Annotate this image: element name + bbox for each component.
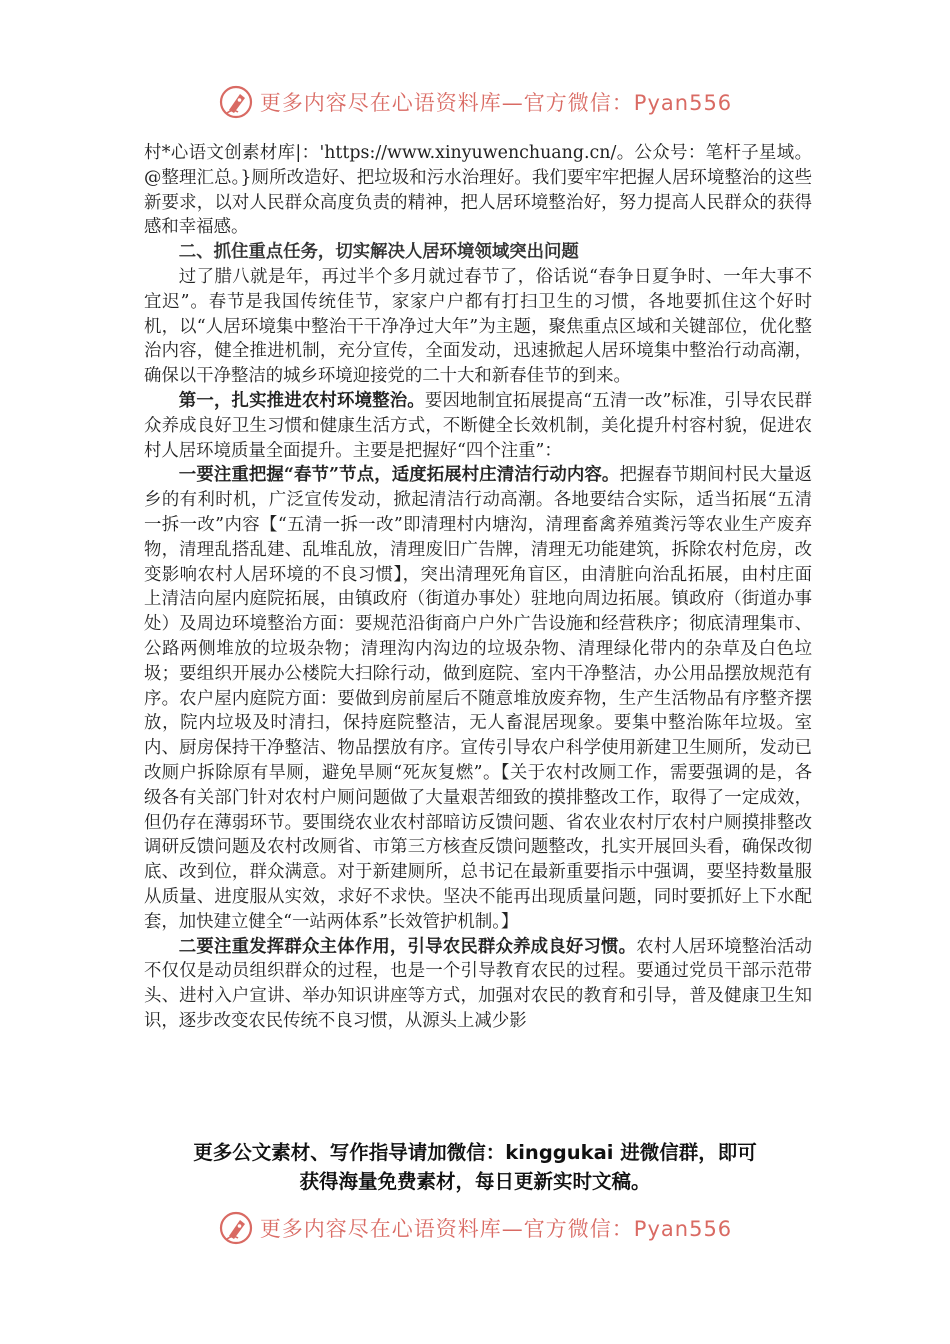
promo-line-1: 更多公文素材、写作指导请加微信：kinggukai 进微信群，即可 xyxy=(193,1141,757,1164)
paragraph-3-text: 要因地制宜拓展提高“五清一改”标准，引导农民群众养成良好卫生习惯和健康生活方式，不断健全长效机制，美化提升村容村貌，促进农村人居环境质量全面提升。主要是把握好“四个注重”： xyxy=(144,390,812,461)
banner-text: 更多内容尽在心语资料库—官方微信：Pyan556 xyxy=(259,1217,733,1241)
paragraph-4-text: 把握春节期间村民大量返乡的有利时机，广泛宣传发动，掀起清洁行动高潮。各地要结合实际，适当拓展“五清一拆一改”内容【“五清一拆一改”即清理村内塘沟，清理畜禽养殖粪污等农业生产废弃物，清理乱搭乱建、乱堆乱放，清理废旧广告牌，清理无功能建筑，拆除农村危房，改变影响农村人居环境的不良习惯】，突出清理死角盲区，由清脏向治乱拓展，由村庄面上清洁向屋内庭院拓展，由镇政府（街道办事处）驻地向周边拓展。镇政府（街道办事处）及周边环境整治方面：要规范沿街商户户外广告设施和经营秩序；彻底清理集市、公路两侧堆放的垃圾杂物；清理沟内沟边的垃圾杂物、清理绿化带内的杂草及白色垃圾；要组织开展办公楼院大扫除行动，做到庭院、室内干净整洁，办公用品摆放规范有序。农户屋内庭院方面：要做到房前屋后不随意堆放废弃物，生产生活物品有序整齐摆放，院内垃圾及时清扫，保持庭院整洁，无人畜混居现象。要集中整治陈年垃圾。室内、厨房保持干净整洁、物品摆放有序。宣传引导农户科学使用新建卫生厕所，发动已改厕户拆除原有旱厕，避免旱厕“死灰复燃”。【关于农村改厕工作，需要强调的是，各级各有关部门针对农村户厕问题做了大量艰苦细致的摸排整改工作，取得了一定成效，但仍存在薄弱环节。要围绕农业农村部暗访反馈问题、省农业农村厅农村户厕摸排整改调研反馈问题及农村改厕省、市第三方核查反馈问题整改，扎实开展回头看，确保改彻底、改到位，群众满意。对于新建厕所，总书记在最新重要指示中强调，要坚持数量服从质量、进度服从实效，求好不求快。坚决不能再出现质量问题，同时要抓好上下水配套，加快建立健全“一站两体系”长效管护机制。】 xyxy=(144,465,812,932)
paragraph-1: 村*心语文创素材库|：'https://www.xinyuwenchuang.cn/。公众号：笔杆子星域。@整理汇总。}厕所改造好、把垃圾和污水治理好。我们要牢牢把握人居环境整治的这些新要求，以对人民群众高度负责的精神，把人居环境整治好，努力提高人民群众的获得感和幸福感。 xyxy=(144,143,812,238)
paragraph-5 xyxy=(144,935,812,1034)
document-body xyxy=(144,141,812,1034)
paragraph-2: 过了腊八就是年，再过半个多月就过春节了，俗话说“春争日夏争时、一年大事不宜迟”。春节是我国传统佳节，家家户户都有打扫卫生的习惯，各地要抓住这个好时机，以“人居环境集中整治干干净净过大年”为主题，聚焦重点区域和关键部位，优化整治内容，健全推进机制，充分宣传，全面发动，迅速掀起人居环境集中整治行动高潮，确保以干净整洁的城乡环境迎接党的二十大和新春佳节的到来。 xyxy=(144,266,812,387)
pen-nib-logo-icon xyxy=(218,1210,254,1246)
paragraph-5-text: 农村人居环境整治活动不仅仅是动员组织群众的过程，也是一个引导教育农民的过程。要通过党员干部示范带头、进村入户宣讲、举办知识讲座等方式，加强对农民的教育和引导，普及健康卫生知识，逐步改变农民传统不良习惯，从源头上减少影 xyxy=(144,936,812,1031)
banner-text: 更多内容尽在心语资料库—官方微信：Pyan556 xyxy=(259,91,733,115)
paragraph-3-lead: 第一，扎实推进农村环境整治。 xyxy=(178,390,425,411)
pen-nib-logo-icon xyxy=(218,84,254,120)
section-heading-2: 二、抓住重点任务，切实解决人居环境领域突出问题 xyxy=(178,242,579,263)
paragraph-5-lead: 二要注重发挥群众主体作用，引导农民群众养成良好习惯。 xyxy=(178,936,637,957)
promo-footer xyxy=(0,1138,950,1196)
footer-banner xyxy=(0,1206,950,1250)
promo-line-2: 获得海量免费素材，每日更新实时文稿。 xyxy=(299,1170,651,1193)
paragraph-4-lead: 一要注重把握“春节”节点，适度拓展村庄清洁行动内容。 xyxy=(178,465,620,486)
header-banner xyxy=(0,80,950,124)
paragraph-4 xyxy=(144,463,812,934)
paragraph-3 xyxy=(144,389,812,463)
